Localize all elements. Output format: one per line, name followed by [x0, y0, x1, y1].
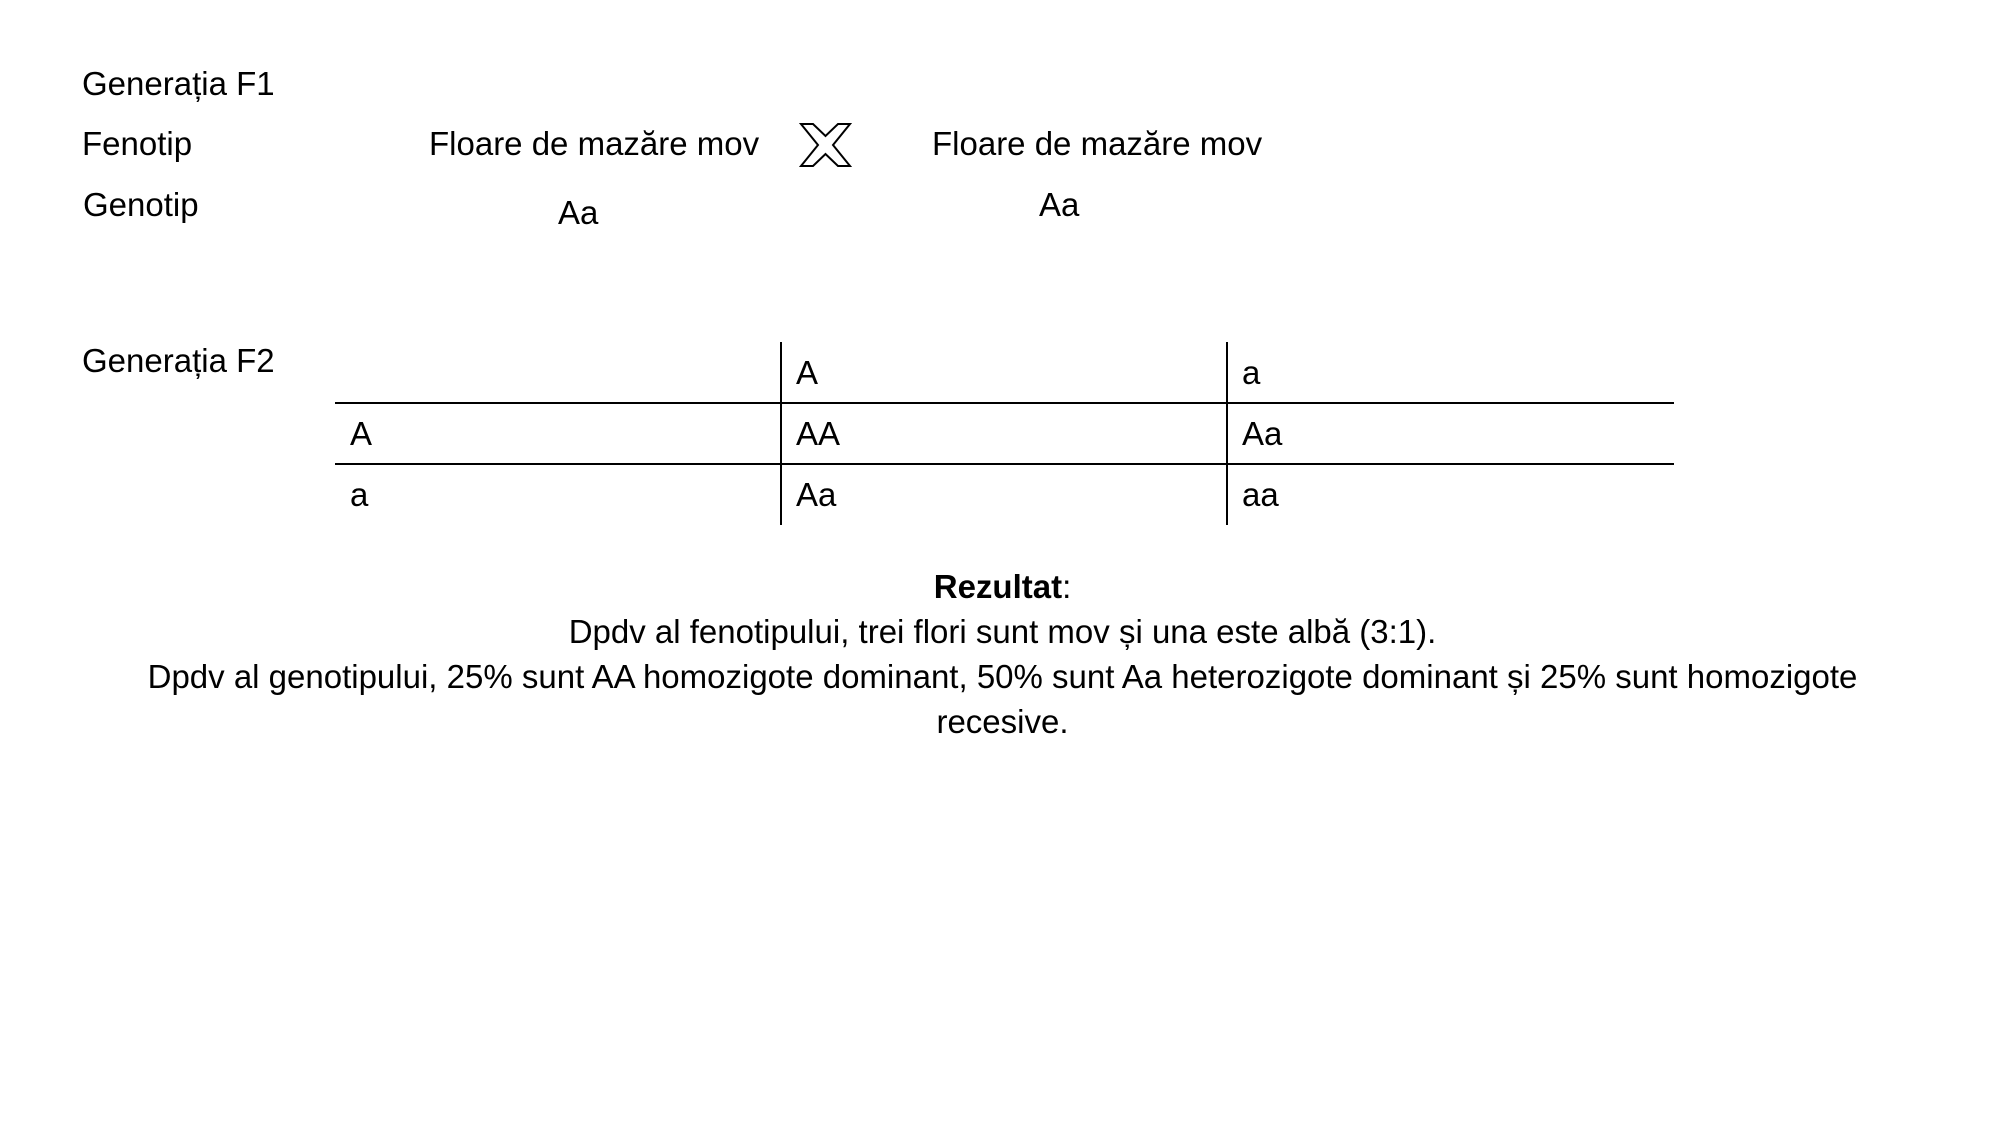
- table-cell: aa: [1242, 476, 1279, 513]
- table-row-header: a: [350, 476, 369, 513]
- table-cell: AA: [796, 415, 841, 452]
- genotype-label: Genotip: [83, 186, 199, 223]
- table-divider-horizontal: [335, 463, 1674, 465]
- table-divider-vertical: [1226, 342, 1228, 525]
- result-genotype-text-continued: recesive.: [936, 703, 1069, 740]
- result-heading-label: Rezultat: [933, 568, 1063, 605]
- f1-title: Generația F1: [82, 65, 275, 102]
- parent2-phenotype: Floare de mazăre mov: [932, 125, 1263, 162]
- result-genotype-text: Dpdv al genotipului, 25% sunt AA homozigote dominant, 50% sunt Aa heterozigote dominant și 25% sunt homozigote: [147, 658, 1858, 695]
- parent1-genotype: Aa: [558, 194, 599, 231]
- table-row-header: A: [350, 415, 373, 452]
- result-heading-suffix: :: [1062, 568, 1072, 605]
- phenotype-label: Fenotip: [82, 125, 193, 162]
- table-cell: Aa: [796, 476, 837, 513]
- table-header-cell: a: [1242, 354, 1261, 391]
- f2-title: Generația F2: [82, 342, 275, 379]
- result-heading: [100, 564, 1905, 609]
- parent1-phenotype: Floare de mazăre mov: [429, 125, 760, 162]
- table-cell: Aa: [1242, 415, 1283, 452]
- table-header-cell: A: [796, 354, 819, 391]
- result-phenotype-text: Dpdv al fenotipului, trei flori sunt mov și una este albă (3:1).: [568, 613, 1437, 650]
- parent2-genotype: Aa: [1039, 186, 1080, 223]
- table-divider-vertical: [780, 342, 782, 525]
- cross-icon: [797, 121, 854, 169]
- table-divider-horizontal: [335, 402, 1674, 404]
